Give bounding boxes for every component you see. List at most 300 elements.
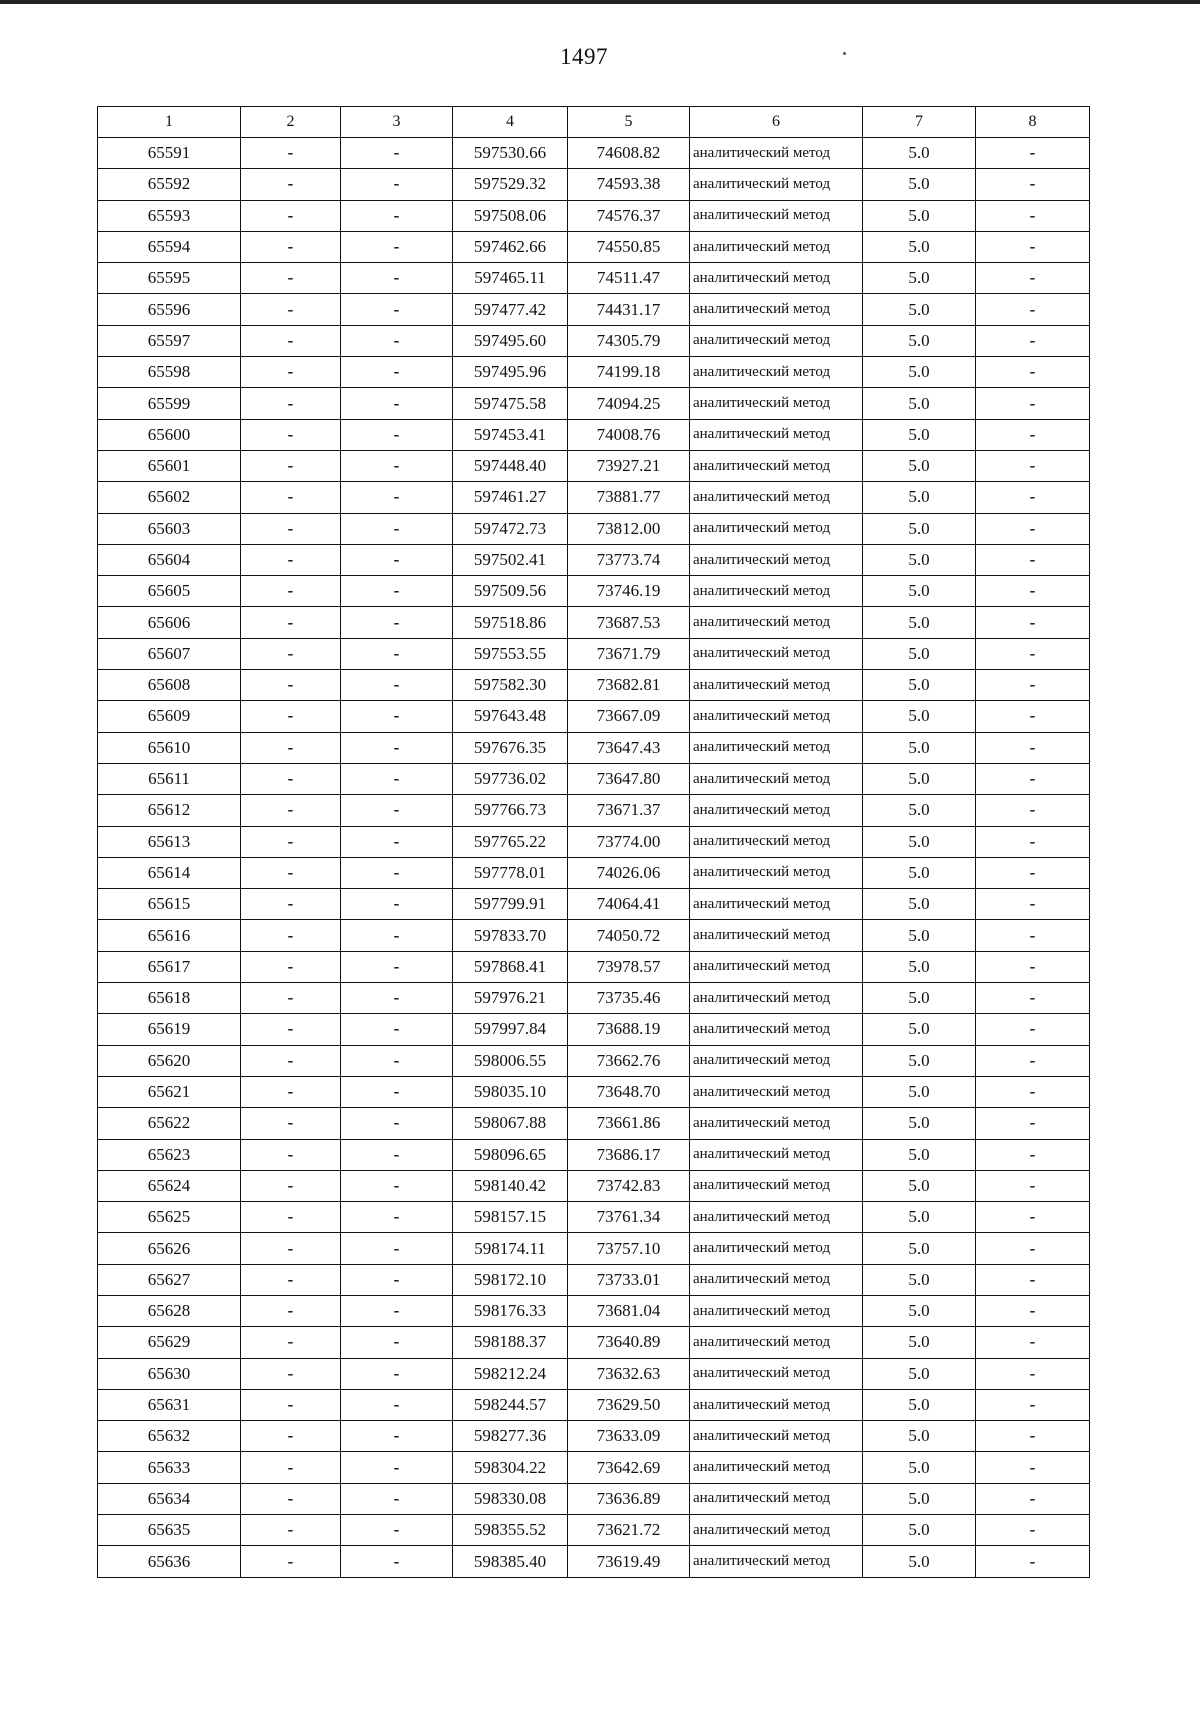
cell-point-number: 65602 xyxy=(98,482,241,513)
column-header-col-8: 8 xyxy=(976,107,1090,138)
cell-col-8: - xyxy=(976,1108,1090,1139)
cell-accuracy: 5.0 xyxy=(863,1546,976,1577)
cell-y-coordinate: 73647.80 xyxy=(568,763,690,794)
cell-col-8: - xyxy=(976,732,1090,763)
header-row xyxy=(98,107,1090,138)
cell-point-number: 65613 xyxy=(98,826,241,857)
cell-col-3: - xyxy=(341,1515,453,1546)
column-header-col-3: 3 xyxy=(341,107,453,138)
table-row xyxy=(98,857,1090,888)
cell-col-2: - xyxy=(241,1264,341,1295)
cell-x-coordinate: 597518.86 xyxy=(453,607,568,638)
cell-col-2: - xyxy=(241,1327,341,1358)
cell-col-8: - xyxy=(976,482,1090,513)
cell-y-coordinate: 74094.25 xyxy=(568,388,690,419)
cell-y-coordinate: 73640.89 xyxy=(568,1327,690,1358)
cell-col-3: - xyxy=(341,419,453,450)
cell-accuracy: 5.0 xyxy=(863,325,976,356)
cell-point-number: 65592 xyxy=(98,169,241,200)
cell-point-number: 65595 xyxy=(98,263,241,294)
cell-col-2: - xyxy=(241,607,341,638)
cell-col-2: - xyxy=(241,951,341,982)
cell-method: аналитический метод xyxy=(690,1170,863,1201)
table-row xyxy=(98,357,1090,388)
cell-col-2: - xyxy=(241,388,341,419)
cell-method: аналитический метод xyxy=(690,701,863,732)
cell-col-2: - xyxy=(241,263,341,294)
cell-col-8: - xyxy=(976,1358,1090,1389)
cell-method: аналитический метод xyxy=(690,795,863,826)
cell-accuracy: 5.0 xyxy=(863,1358,976,1389)
cell-accuracy: 5.0 xyxy=(863,1483,976,1514)
cell-point-number: 65634 xyxy=(98,1483,241,1514)
cell-col-8: - xyxy=(976,1546,1090,1577)
cell-col-2: - xyxy=(241,1546,341,1577)
cell-y-coordinate: 73632.63 xyxy=(568,1358,690,1389)
cell-point-number: 65596 xyxy=(98,294,241,325)
cell-col-2: - xyxy=(241,1076,341,1107)
table-row xyxy=(98,1327,1090,1358)
table-row xyxy=(98,1014,1090,1045)
cell-x-coordinate: 598385.40 xyxy=(453,1546,568,1577)
cell-x-coordinate: 597765.22 xyxy=(453,826,568,857)
cell-col-3: - xyxy=(341,357,453,388)
cell-col-2: - xyxy=(241,450,341,481)
cell-point-number: 65616 xyxy=(98,920,241,951)
cell-x-coordinate: 597529.32 xyxy=(453,169,568,200)
cell-y-coordinate: 73621.72 xyxy=(568,1515,690,1546)
table-row xyxy=(98,294,1090,325)
cell-accuracy: 5.0 xyxy=(863,482,976,513)
cell-point-number: 65622 xyxy=(98,1108,241,1139)
cell-x-coordinate: 597553.55 xyxy=(453,638,568,669)
cell-col-2: - xyxy=(241,138,341,169)
cell-point-number: 65618 xyxy=(98,983,241,1014)
cell-method: аналитический метод xyxy=(690,1327,863,1358)
cell-accuracy: 5.0 xyxy=(863,419,976,450)
cell-point-number: 65609 xyxy=(98,701,241,732)
page-number: 1497 xyxy=(560,44,608,69)
column-header-y-coordinate: 5 xyxy=(568,107,690,138)
cell-point-number: 65593 xyxy=(98,200,241,231)
table-row xyxy=(98,951,1090,982)
cell-accuracy: 5.0 xyxy=(863,1014,976,1045)
cell-y-coordinate: 73688.19 xyxy=(568,1014,690,1045)
page-top-rule xyxy=(0,0,1200,4)
cell-accuracy: 5.0 xyxy=(863,732,976,763)
cell-y-coordinate: 73686.17 xyxy=(568,1139,690,1170)
table-row xyxy=(98,1515,1090,1546)
cell-col-3: - xyxy=(341,1452,453,1483)
cell-method: аналитический метод xyxy=(690,482,863,513)
cell-col-8: - xyxy=(976,638,1090,669)
cell-point-number: 65636 xyxy=(98,1546,241,1577)
table-row xyxy=(98,763,1090,794)
cell-y-coordinate: 73671.79 xyxy=(568,638,690,669)
cell-col-8: - xyxy=(976,857,1090,888)
column-header-col-2: 2 xyxy=(241,107,341,138)
cell-x-coordinate: 597495.60 xyxy=(453,325,568,356)
table-row xyxy=(98,1358,1090,1389)
cell-point-number: 65614 xyxy=(98,857,241,888)
cell-col-2: - xyxy=(241,325,341,356)
table-row xyxy=(98,1202,1090,1233)
cell-col-8: - xyxy=(976,231,1090,262)
table-row xyxy=(98,200,1090,231)
cell-x-coordinate: 597833.70 xyxy=(453,920,568,951)
table-row xyxy=(98,1546,1090,1577)
cell-method: аналитический метод xyxy=(690,951,863,982)
cell-accuracy: 5.0 xyxy=(863,1421,976,1452)
cell-x-coordinate: 597461.27 xyxy=(453,482,568,513)
cell-col-3: - xyxy=(341,138,453,169)
cell-accuracy: 5.0 xyxy=(863,231,976,262)
cell-y-coordinate: 73633.09 xyxy=(568,1421,690,1452)
cell-x-coordinate: 597736.02 xyxy=(453,763,568,794)
cell-point-number: 65601 xyxy=(98,450,241,481)
cell-col-3: - xyxy=(341,1389,453,1420)
cell-point-number: 65591 xyxy=(98,138,241,169)
cell-method: аналитический метод xyxy=(690,1389,863,1420)
cell-x-coordinate: 598157.15 xyxy=(453,1202,568,1233)
table-row xyxy=(98,920,1090,951)
cell-x-coordinate: 597495.96 xyxy=(453,357,568,388)
cell-point-number: 65600 xyxy=(98,419,241,450)
cell-col-8: - xyxy=(976,138,1090,169)
cell-col-2: - xyxy=(241,544,341,575)
cell-y-coordinate: 74431.17 xyxy=(568,294,690,325)
table-row xyxy=(98,1483,1090,1514)
cell-method: аналитический метод xyxy=(690,1515,863,1546)
cell-col-2: - xyxy=(241,1233,341,1264)
cell-col-3: - xyxy=(341,513,453,544)
cell-x-coordinate: 597530.66 xyxy=(453,138,568,169)
cell-col-3: - xyxy=(341,1045,453,1076)
table-row xyxy=(98,138,1090,169)
cell-y-coordinate: 73978.57 xyxy=(568,951,690,982)
cell-col-3: - xyxy=(341,1076,453,1107)
cell-accuracy: 5.0 xyxy=(863,1295,976,1326)
cell-col-3: - xyxy=(341,732,453,763)
cell-point-number: 65620 xyxy=(98,1045,241,1076)
cell-method: аналитический метод xyxy=(690,920,863,951)
cell-point-number: 65630 xyxy=(98,1358,241,1389)
cell-method: аналитический метод xyxy=(690,826,863,857)
cell-col-3: - xyxy=(341,638,453,669)
cell-accuracy: 5.0 xyxy=(863,1202,976,1233)
cell-y-coordinate: 74608.82 xyxy=(568,138,690,169)
cell-col-8: - xyxy=(976,1139,1090,1170)
cell-col-8: - xyxy=(976,795,1090,826)
cell-method: аналитический метод xyxy=(690,1452,863,1483)
cell-point-number: 65632 xyxy=(98,1421,241,1452)
cell-col-2: - xyxy=(241,1014,341,1045)
cell-method: аналитический метод xyxy=(690,169,863,200)
cell-method: аналитический метод xyxy=(690,638,863,669)
cell-point-number: 65617 xyxy=(98,951,241,982)
cell-method: аналитический метод xyxy=(690,544,863,575)
cell-y-coordinate: 74064.41 xyxy=(568,889,690,920)
table-row xyxy=(98,1233,1090,1264)
cell-col-8: - xyxy=(976,419,1090,450)
cell-accuracy: 5.0 xyxy=(863,670,976,701)
cell-col-2: - xyxy=(241,857,341,888)
cell-accuracy: 5.0 xyxy=(863,795,976,826)
cell-method: аналитический метод xyxy=(690,1264,863,1295)
cell-col-2: - xyxy=(241,1202,341,1233)
cell-x-coordinate: 598176.33 xyxy=(453,1295,568,1326)
cell-accuracy: 5.0 xyxy=(863,826,976,857)
cell-x-coordinate: 598174.11 xyxy=(453,1233,568,1264)
table-row xyxy=(98,1389,1090,1420)
cell-col-3: - xyxy=(341,1014,453,1045)
cell-col-8: - xyxy=(976,1483,1090,1514)
cell-col-8: - xyxy=(976,1327,1090,1358)
cell-col-2: - xyxy=(241,1389,341,1420)
cell-col-2: - xyxy=(241,1045,341,1076)
cell-point-number: 65594 xyxy=(98,231,241,262)
cell-y-coordinate: 73774.00 xyxy=(568,826,690,857)
cell-x-coordinate: 597976.21 xyxy=(453,983,568,1014)
cell-col-8: - xyxy=(976,325,1090,356)
cell-point-number: 65606 xyxy=(98,607,241,638)
cell-col-3: - xyxy=(341,1483,453,1514)
cell-point-number: 65626 xyxy=(98,1233,241,1264)
cell-col-3: - xyxy=(341,983,453,1014)
cell-point-number: 65633 xyxy=(98,1452,241,1483)
cell-col-3: - xyxy=(341,1421,453,1452)
cell-accuracy: 5.0 xyxy=(863,1452,976,1483)
cell-method: аналитический метод xyxy=(690,138,863,169)
table-body xyxy=(98,138,1090,1578)
cell-col-8: - xyxy=(976,920,1090,951)
cell-y-coordinate: 74050.72 xyxy=(568,920,690,951)
cell-y-coordinate: 73746.19 xyxy=(568,576,690,607)
cell-col-2: - xyxy=(241,576,341,607)
cell-col-2: - xyxy=(241,795,341,826)
cell-accuracy: 5.0 xyxy=(863,1515,976,1546)
table-row xyxy=(98,732,1090,763)
table-row xyxy=(98,576,1090,607)
table-row xyxy=(98,1421,1090,1452)
cell-y-coordinate: 73733.01 xyxy=(568,1264,690,1295)
table-row xyxy=(98,1170,1090,1201)
cell-y-coordinate: 73667.09 xyxy=(568,701,690,732)
cell-accuracy: 5.0 xyxy=(863,388,976,419)
table-row xyxy=(98,1108,1090,1139)
cell-method: аналитический метод xyxy=(690,983,863,1014)
cell-method: аналитический метод xyxy=(690,419,863,450)
cell-col-2: - xyxy=(241,1452,341,1483)
table-row xyxy=(98,983,1090,1014)
cell-point-number: 65625 xyxy=(98,1202,241,1233)
cell-x-coordinate: 597472.73 xyxy=(453,513,568,544)
cell-point-number: 65598 xyxy=(98,357,241,388)
cell-col-3: - xyxy=(341,169,453,200)
cell-accuracy: 5.0 xyxy=(863,576,976,607)
cell-col-3: - xyxy=(341,701,453,732)
cell-x-coordinate: 598188.37 xyxy=(453,1327,568,1358)
cell-col-8: - xyxy=(976,450,1090,481)
cell-col-3: - xyxy=(341,1295,453,1326)
cell-accuracy: 5.0 xyxy=(863,169,976,200)
table-row xyxy=(98,544,1090,575)
cell-y-coordinate: 73647.43 xyxy=(568,732,690,763)
cell-x-coordinate: 597453.41 xyxy=(453,419,568,450)
cell-method: аналитический метод xyxy=(690,889,863,920)
cell-y-coordinate: 73681.04 xyxy=(568,1295,690,1326)
cell-col-3: - xyxy=(341,294,453,325)
cell-col-8: - xyxy=(976,200,1090,231)
cell-col-8: - xyxy=(976,388,1090,419)
cell-accuracy: 5.0 xyxy=(863,1139,976,1170)
cell-method: аналитический метод xyxy=(690,1295,863,1326)
cell-method: аналитический метод xyxy=(690,576,863,607)
cell-x-coordinate: 597766.73 xyxy=(453,795,568,826)
cell-accuracy: 5.0 xyxy=(863,638,976,669)
cell-col-8: - xyxy=(976,1295,1090,1326)
cell-method: аналитический метод xyxy=(690,450,863,481)
cell-col-2: - xyxy=(241,1295,341,1326)
cell-col-8: - xyxy=(976,763,1090,794)
cell-method: аналитический метод xyxy=(690,1108,863,1139)
cell-point-number: 65604 xyxy=(98,544,241,575)
cell-accuracy: 5.0 xyxy=(863,763,976,794)
cell-col-3: - xyxy=(341,670,453,701)
cell-col-8: - xyxy=(976,1045,1090,1076)
cell-col-8: - xyxy=(976,826,1090,857)
table-row xyxy=(98,169,1090,200)
table-row xyxy=(98,1295,1090,1326)
cell-method: аналитический метод xyxy=(690,325,863,356)
cell-col-2: - xyxy=(241,920,341,951)
cell-method: аналитический метод xyxy=(690,1483,863,1514)
cell-col-3: - xyxy=(341,325,453,356)
cell-x-coordinate: 597676.35 xyxy=(453,732,568,763)
cell-method: аналитический метод xyxy=(690,1045,863,1076)
cell-col-2: - xyxy=(241,1108,341,1139)
cell-method: аналитический метод xyxy=(690,357,863,388)
cell-point-number: 65629 xyxy=(98,1327,241,1358)
cell-col-3: - xyxy=(341,920,453,951)
table-row xyxy=(98,1076,1090,1107)
cell-col-2: - xyxy=(241,763,341,794)
scan-speck xyxy=(843,52,846,55)
cell-point-number: 65607 xyxy=(98,638,241,669)
cell-col-3: - xyxy=(341,826,453,857)
cell-point-number: 65621 xyxy=(98,1076,241,1107)
cell-method: аналитический метод xyxy=(690,670,863,701)
cell-point-number: 65627 xyxy=(98,1264,241,1295)
cell-accuracy: 5.0 xyxy=(863,200,976,231)
cell-col-8: - xyxy=(976,983,1090,1014)
cell-y-coordinate: 73757.10 xyxy=(568,1233,690,1264)
cell-col-8: - xyxy=(976,1421,1090,1452)
cell-col-2: - xyxy=(241,357,341,388)
cell-col-8: - xyxy=(976,357,1090,388)
cell-col-2: - xyxy=(241,638,341,669)
cell-y-coordinate: 73682.81 xyxy=(568,670,690,701)
cell-col-2: - xyxy=(241,701,341,732)
cell-point-number: 65623 xyxy=(98,1139,241,1170)
cell-point-number: 65610 xyxy=(98,732,241,763)
cell-col-2: - xyxy=(241,732,341,763)
cell-accuracy: 5.0 xyxy=(863,1233,976,1264)
cell-y-coordinate: 73636.89 xyxy=(568,1483,690,1514)
cell-x-coordinate: 598355.52 xyxy=(453,1515,568,1546)
cell-col-3: - xyxy=(341,576,453,607)
table-row xyxy=(98,1264,1090,1295)
cell-x-coordinate: 597997.84 xyxy=(453,1014,568,1045)
cell-y-coordinate: 74511.47 xyxy=(568,263,690,294)
cell-y-coordinate: 73773.74 xyxy=(568,544,690,575)
table-row xyxy=(98,1045,1090,1076)
cell-col-2: - xyxy=(241,670,341,701)
cell-col-2: - xyxy=(241,482,341,513)
cell-x-coordinate: 598277.36 xyxy=(453,1421,568,1452)
cell-col-3: - xyxy=(341,482,453,513)
column-header-point-number: 1 xyxy=(98,107,241,138)
cell-accuracy: 5.0 xyxy=(863,607,976,638)
cell-point-number: 65612 xyxy=(98,795,241,826)
table-row xyxy=(98,325,1090,356)
cell-col-3: - xyxy=(341,889,453,920)
cell-col-3: - xyxy=(341,200,453,231)
table-row xyxy=(98,388,1090,419)
cell-col-8: - xyxy=(976,1233,1090,1264)
table-row xyxy=(98,607,1090,638)
cell-x-coordinate: 597778.01 xyxy=(453,857,568,888)
cell-point-number: 65603 xyxy=(98,513,241,544)
table-row xyxy=(98,419,1090,450)
cell-col-3: - xyxy=(341,544,453,575)
table-row xyxy=(98,482,1090,513)
cell-col-8: - xyxy=(976,889,1090,920)
cell-method: аналитический метод xyxy=(690,1546,863,1577)
cell-method: аналитический метод xyxy=(690,607,863,638)
cell-col-8: - xyxy=(976,1202,1090,1233)
cell-x-coordinate: 597477.42 xyxy=(453,294,568,325)
cell-accuracy: 5.0 xyxy=(863,1045,976,1076)
cell-y-coordinate: 73812.00 xyxy=(568,513,690,544)
cell-col-2: - xyxy=(241,1139,341,1170)
cell-y-coordinate: 74305.79 xyxy=(568,325,690,356)
cell-y-coordinate: 73661.86 xyxy=(568,1108,690,1139)
cell-col-3: - xyxy=(341,607,453,638)
cell-point-number: 65631 xyxy=(98,1389,241,1420)
cell-col-8: - xyxy=(976,1389,1090,1420)
cell-method: аналитический метод xyxy=(690,388,863,419)
cell-method: аналитический метод xyxy=(690,1421,863,1452)
cell-y-coordinate: 73735.46 xyxy=(568,983,690,1014)
cell-method: аналитический метод xyxy=(690,294,863,325)
table-row xyxy=(98,450,1090,481)
cell-accuracy: 5.0 xyxy=(863,1108,976,1139)
cell-col-8: - xyxy=(976,1515,1090,1546)
cell-col-2: - xyxy=(241,1515,341,1546)
cell-accuracy: 5.0 xyxy=(863,263,976,294)
cell-col-2: - xyxy=(241,231,341,262)
cell-col-2: - xyxy=(241,1170,341,1201)
cell-x-coordinate: 597448.40 xyxy=(453,450,568,481)
table-row xyxy=(98,1139,1090,1170)
cell-accuracy: 5.0 xyxy=(863,357,976,388)
cell-accuracy: 5.0 xyxy=(863,138,976,169)
cell-x-coordinate: 597465.11 xyxy=(453,263,568,294)
cell-col-8: - xyxy=(976,294,1090,325)
cell-y-coordinate: 73927.21 xyxy=(568,450,690,481)
cell-col-8: - xyxy=(976,1014,1090,1045)
